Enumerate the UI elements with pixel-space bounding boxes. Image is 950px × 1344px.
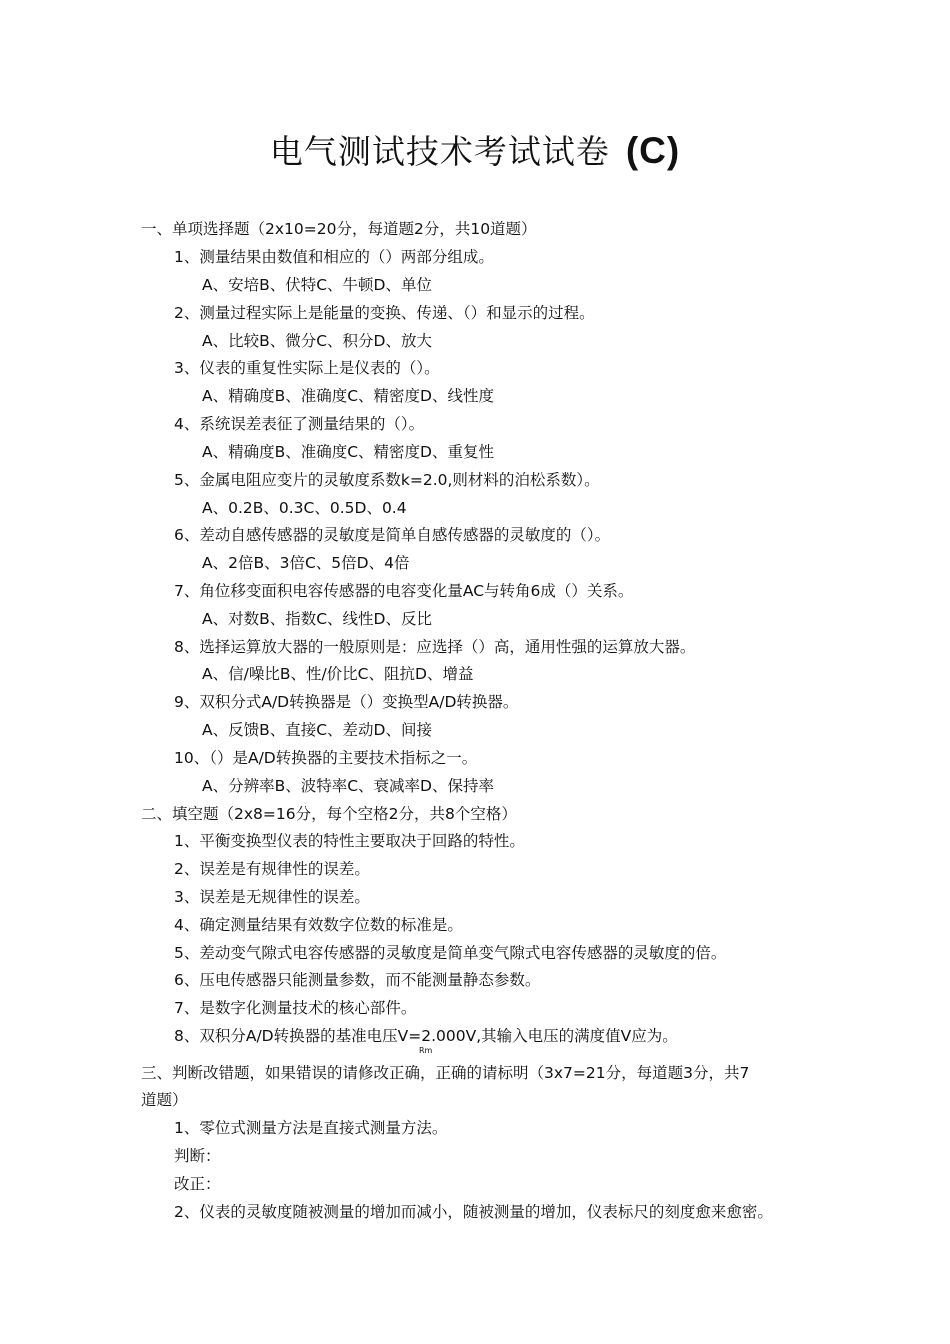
judge-question-2: 2、仪表的灵敏度随被测量的增加而减小，随被测量的增加，仪表标尺的刻度愈来愈密。	[174, 1203, 773, 1221]
exam-title	[0, 126, 950, 173]
fill-item-4: 4、确定测量结果有效数字位数的标准是。	[174, 916, 463, 934]
fill-item-1: 1、平衡变换型仪表的特性主要取决于回路的特性。	[174, 832, 525, 850]
section1-heading: 一、单项选择题（2x10=20分，每道题2分，共10道题）	[141, 220, 537, 238]
exam-title-main: 电气测试技术考试试卷	[269, 132, 610, 171]
section2-heading: 二、填空题（2x8=16分，每个空格2分，共8个空格）	[141, 805, 517, 823]
options-1: A、安培B、伏特C、牛顿D、单位	[202, 276, 432, 294]
question-8: 8、选择运算放大器的一般原则是：应选择（）高，通用性强的运算放大器。	[174, 638, 696, 656]
question-5: 5、金属电阻应变片的灵敏度系数k=2.0,则材料的泊松系数）。	[174, 471, 600, 489]
options-2: A、比较B、微分C、积分D、放大	[202, 332, 432, 350]
exam-title-variant: (C)	[625, 130, 681, 171]
question-1: 1、测量结果由数值和相应的（）两部分组成。	[174, 248, 494, 266]
options-9: A、反馈B、直接C、差动D、间接	[202, 721, 432, 739]
question-7: 7、角位移变面积电容传感器的电容变化量AC与转角6成（）关系。	[174, 582, 634, 600]
fill-item-8: 8、双积分A/D转换器的基准电压V=2.000V,其输入电压的满度值V应为。	[174, 1027, 678, 1045]
correct-label: 改正：	[174, 1175, 221, 1193]
question-9: 9、双积分式A/D转换器是（）变换型A/D转换器。	[174, 693, 519, 711]
question-6: 6、差动自感传感器的灵敏度是简单自感传感器的灵敏度的（）。	[174, 526, 611, 544]
fill-item-3: 3、误差是无规律性的误差。	[174, 888, 370, 906]
section3-heading-line1: 三、判断改错题，如果错误的请修改正确，正确的请标明（3x7=21分，每道题3分，共7	[141, 1064, 750, 1082]
voltage-subscript: Rm	[419, 1046, 433, 1055]
judge-question-1: 1、零位式测量方法是直接式测量方法。	[174, 1119, 448, 1137]
question-3: 3、仪表的重复性实际上是仪表的（）。	[174, 359, 440, 377]
section3-heading-line2: 道题）	[141, 1091, 188, 1109]
options-10: A、分辨率B、波特率C、衰减率D、保持率	[202, 777, 494, 795]
options-6: A、2倍B、3倍C、5倍D、4倍	[202, 554, 410, 572]
fill-item-2: 2、误差是有规律性的误差。	[174, 860, 370, 878]
question-2: 2、测量过程实际上是能量的变换、传递、（）和显示的过程。	[174, 304, 595, 322]
options-3: A、精确度B、准确度C、精密度D、线性度	[202, 387, 494, 405]
judge-label: 判断：	[174, 1147, 221, 1165]
options-7: A、对数B、指数C、线性D、反比	[202, 610, 432, 628]
question-4: 4、系统误差表征了测量结果的（）。	[174, 415, 425, 433]
options-4: A、精确度B、准确度C、精密度D、重复性	[202, 443, 494, 461]
question-10: 10、（）是A/D转换器的主要技术指标之一。	[174, 749, 478, 767]
options-5: A、0.2B、0.3C、0.5D、0.4	[202, 499, 407, 517]
fill-item-7: 7、是数字化测量技术的核心部件。	[174, 999, 417, 1017]
options-8: A、信/噪比B、性/价比C、阻抗D、增益	[202, 665, 474, 683]
fill-item-6: 6、压电传感器只能测量参数，而不能测量静态参数。	[174, 971, 541, 989]
fill-item-5: 5、差动变气隙式电容传感器的灵敏度是简单变气隙式电容传感器的灵敏度的倍。	[174, 944, 727, 962]
